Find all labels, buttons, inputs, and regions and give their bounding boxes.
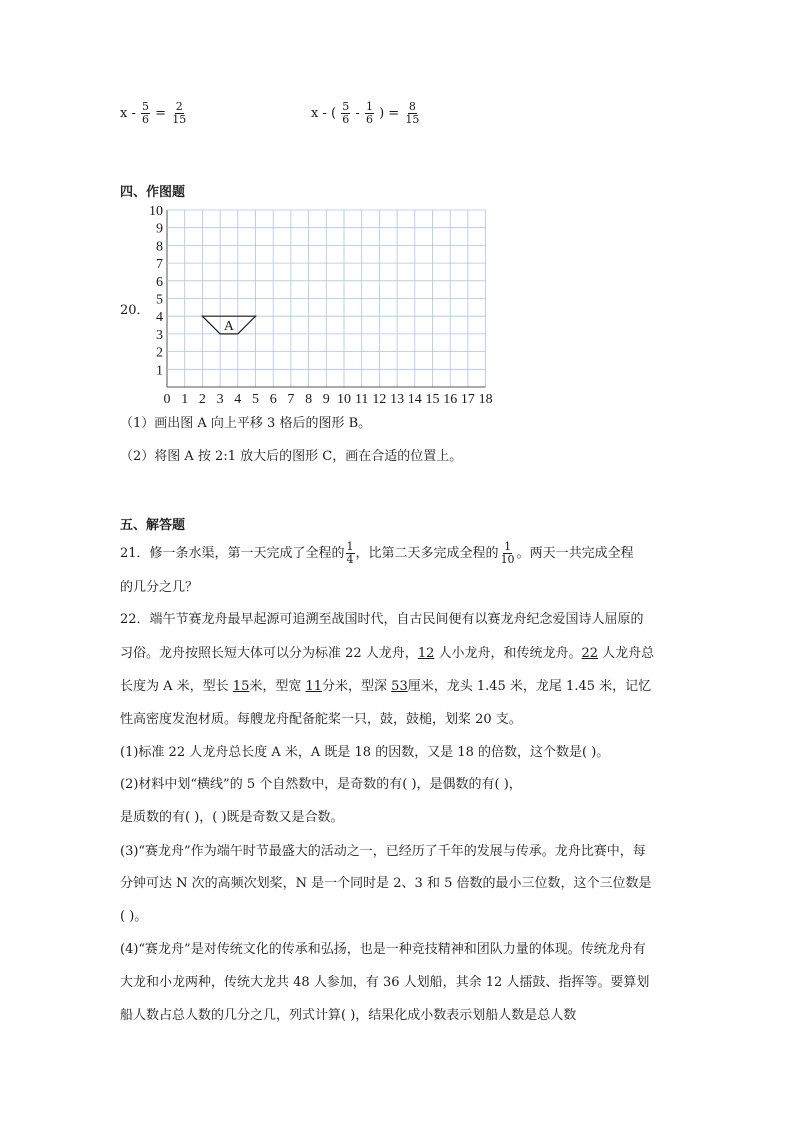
problem-20-number: 20．	[120, 303, 150, 318]
eq1-fraction-1: $\frac{5}{6}$	[142, 100, 150, 126]
problem-22-sub4-line2: 大龙和小龙两种，传统大龙共 48 人参加，有 36 人划船，其余 12 人擂鼓、指挥等。要算划	[120, 975, 650, 990]
x-tick-label: 1	[181, 392, 189, 407]
p21-fraction-2: $\frac{1}{10}$	[500, 540, 515, 566]
eq2-open-paren: (	[331, 106, 337, 121]
eq1-equals: =	[155, 106, 167, 121]
x-tick-label: 8	[305, 392, 313, 407]
y-tick-label: 3	[156, 327, 163, 343]
y-tick-label: 8	[156, 239, 163, 255]
x-tick-label: 7	[287, 392, 295, 407]
problem-22-sub2-line1: (2)材料中划“横线”的 5 个自然数中，是奇数的有( )，是偶数的有( )，	[120, 777, 522, 792]
coordinate-grid[interactable]	[0, 0, 794, 420]
eq2-fraction-2: $\frac{1}{6}$	[365, 100, 373, 126]
eq2-op2: -	[355, 106, 360, 121]
problem-22-sub3-line1: (3)“赛龙舟”作为端午时节最盛大的活动之一，已经历了千年的发展与传承。龙舟比赛中，每	[120, 844, 646, 859]
problem-22-sub4-line3: 船人数占总人数的几分之几，列式计算( )，结果化成小数表示划船人数是总人数	[120, 1008, 577, 1023]
eq1-var: x	[120, 106, 128, 121]
x-tick-label: 18	[478, 392, 493, 407]
underlined-number-22: 22	[581, 646, 599, 661]
eq2-fraction-3: $\frac{8}{15}$	[405, 100, 420, 126]
x-tick-label: 17	[460, 392, 475, 407]
problem-22-sub4-line1: (4)“赛龙舟”是对传统文化的传承和弘扬，也是一种竞技精神和团队力量的体现。传统龙舟有	[120, 942, 646, 957]
y-tick-label: 4	[156, 310, 163, 326]
x-tick-label: 6	[269, 392, 277, 407]
y-tick-label: 9	[156, 221, 163, 237]
section4-heading: 四、作图题	[120, 185, 186, 200]
problem-22-sub3-line3: ( )。	[120, 909, 148, 924]
y-tick-label: 1	[156, 363, 163, 379]
x-tick-label: 5	[252, 392, 259, 407]
underlined-number-53: 53	[391, 679, 408, 694]
underlined-number-15: 15	[232, 679, 250, 694]
problem-22-line3: 长度为 A 米，型长 15米，型宽 11分米，型深 53厘米，龙头 1.45 米，龙尾 1.45 米，记忆	[120, 679, 652, 694]
problem-21-line1: 21．修一条水渠，第一天完成了全程的 $\frac{1}{4}$ ，比第二天多完成全程的 $\frac{1}{10}$ 。两天一共完成全程	[120, 540, 634, 566]
problem-22-line1: 22．端午节赛龙舟最早起源可追溯至战国时代，自古民间便有以赛龙舟纪念爱国诗人屈原的	[120, 612, 644, 627]
underlined-number-11: 11	[305, 679, 323, 694]
q20-part1: （1）画出图 A 向上平移 3 格后的图形 B。	[120, 416, 372, 431]
y-tick-label: 2	[156, 345, 163, 361]
section5-heading: 五、解答题	[120, 518, 186, 533]
problem-22-line4: 性高密度发泡材质。每艘龙舟配备舵桨一只，鼓，鼓槌，划桨 20 支。	[120, 712, 522, 727]
p21-fraction-1: $\frac{1}{4}$	[346, 540, 354, 566]
x-tick-label: 10	[337, 392, 351, 407]
eq2-fraction-1: $\frac{5}{6}$	[342, 100, 350, 126]
x-tick-label: 16	[443, 392, 458, 407]
y-tick-label: 5	[156, 292, 163, 308]
y-tick-label: 6	[156, 274, 163, 290]
underlined-number-12: 12	[417, 646, 435, 661]
x-tick-label: 4	[234, 392, 242, 407]
x-tick-label: 3	[216, 392, 224, 407]
y-tick-label: 7	[156, 257, 163, 273]
x-tick-label: 15	[425, 392, 440, 407]
problem-22-sub1: (1)标准 22 人龙舟总长度 A 米，A 既是 18 的因数，又是 18 的倍数，这个数是( )。	[120, 745, 610, 760]
problem-22-sub2-line2: 是质数的有( )，( )既是奇数又是合数。	[120, 810, 344, 825]
x-tick-label: 13	[390, 392, 405, 407]
x-tick-label: 14	[407, 392, 422, 407]
eq2-close-paren: )	[379, 106, 385, 121]
x-tick-label: 12	[372, 392, 387, 407]
x-tick-label: 9	[322, 392, 330, 407]
eq2-var: x	[311, 106, 319, 121]
eq2-op: -	[322, 106, 327, 121]
q20-part2: （2）将图 A 按 2:1 放大后的图形 C，画在合适的位置上。	[120, 449, 463, 464]
problem-22-line2: 习俗。龙舟按照长短大体可以分为标准 22 人龙舟，12 人小龙舟，和传统龙舟。22 人龙舟总	[120, 646, 655, 661]
problem-22-sub3-line2: 分钟可达 N 次的高频次划桨，N 是一个同时是 2、3 和 5 倍数的最小三位数，这个三位数是	[120, 876, 652, 891]
problem-21-line2: 的几分之几？	[120, 580, 199, 595]
eq1-op: -	[131, 106, 136, 121]
eq1-fraction-2: $\frac{2}{15}$	[172, 100, 187, 126]
x-tick-label: 11	[354, 392, 369, 407]
x-tick-label: 2	[198, 392, 206, 407]
eq2-equals: =	[388, 106, 400, 121]
x-tick-label: 0	[163, 392, 171, 407]
shape-a-label: A	[223, 319, 235, 335]
y-tick-label: 10	[149, 204, 163, 219]
